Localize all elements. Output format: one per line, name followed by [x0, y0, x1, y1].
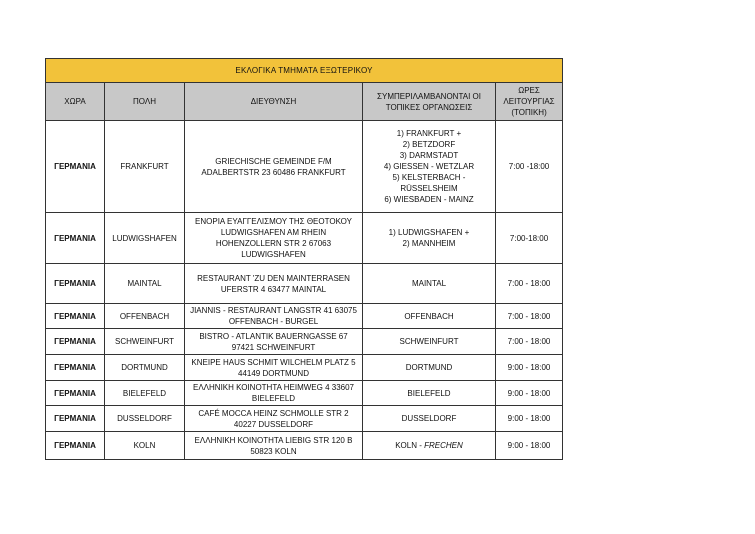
country-cell: ΓΕΡΜΑΝΙΑ [46, 381, 105, 406]
address-cell [185, 213, 363, 264]
country-cell: ΓΕΡΜΑΝΙΑ [46, 406, 105, 432]
orgs-cell: DORTMUND [363, 355, 496, 381]
org-line: 4) GIESSEN - WETZLAR [383, 162, 475, 171]
hours-cell: 7:00 - 18:00 [496, 329, 563, 355]
country-cell: ΓΕΡΜΑΝΙΑ [46, 329, 105, 355]
org-text-italic: FRECHEN [424, 441, 463, 450]
col-header-country: ΧΩΡΑ [46, 83, 105, 121]
address-cell [185, 329, 363, 355]
address-line: HOHENZOLLERN STR 2 67063 [215, 239, 332, 248]
table-row [46, 432, 563, 460]
orgs-cell [363, 213, 496, 264]
address-line: ADALBERTSTR 23 60486 FRANKFURT [201, 167, 346, 177]
city-cell: DORTMUND [105, 355, 185, 381]
address-line: RESTAURANT 'ZU DEN MAINTERRASEN [197, 273, 350, 283]
org-line: 1) FRANKFURT + [396, 129, 462, 138]
address-line: OFFENBACH - BURGEL [228, 317, 319, 326]
city-cell: BIELEFELD [105, 381, 185, 406]
org-line: 2) BETZDORF [402, 140, 456, 149]
orgs-cell [363, 432, 496, 460]
hours-cell: 7:00 - 18:00 [496, 304, 563, 329]
city-cell: MAINTAL [105, 264, 185, 304]
hours-cell: 7:00 - 18:00 [496, 264, 563, 304]
address-line: 40227 DUSSELDORF [233, 419, 314, 429]
address-cell [185, 121, 363, 213]
address-line: ΕΛΛΗΝΙΚΗ ΚΟΙΝΟΤΗΤΑ LIEBIG STR 120 B [194, 435, 353, 445]
col-header-address: ΔΙΕΥΘΥΝΣΗ [185, 83, 363, 121]
header-row [46, 83, 563, 121]
org-line: RÜSSELSHEIM [400, 184, 458, 193]
address-cell [185, 304, 363, 329]
table-title: ΕΚΛΟΓΙΚΑ ΤΜΗΜΑΤΑ ΕΞΩΤΕΡΙΚΟΥ [46, 59, 563, 83]
hours-cell: 9:00 - 18:00 [496, 355, 563, 381]
address-cell [185, 432, 363, 460]
city-cell: OFFENBACH [105, 304, 185, 329]
org-text: KOLN - [395, 441, 425, 450]
country-cell: ΓΕΡΜΑΝΙΑ [46, 213, 105, 264]
country-cell: ΓΕΡΜΑΝΙΑ [46, 432, 105, 460]
address-line: BISTRO - ATLANTIK BAUERNGASSE 67 [199, 331, 348, 341]
table-row [46, 304, 563, 329]
table-row [46, 355, 563, 381]
address-cell [185, 264, 363, 304]
address-cell [185, 355, 363, 381]
address-line: CAFÉ MOCCA HEINZ SCHMOLLE STR 2 [198, 408, 349, 418]
org-line: 1) LUDWIGSHAFEN + [388, 228, 470, 237]
col-header-city: ΠΟΛΗ [105, 83, 185, 121]
address-line: 44149 DORTMUND [238, 368, 309, 378]
org-line: 5) KELSTERBACH - [392, 173, 466, 182]
col-header-orgs: ΣΥΜΠΕΡΙΛΑΜΒΑΝΟΝΤΑΙ ΟΙ ΤΟΠΙΚΕΣ ΟΡΓΑΝΩΣΕΙΣ [363, 83, 496, 121]
table-row [46, 329, 563, 355]
org-line: 6) WIESBADEN - MAINZ [384, 195, 474, 204]
title-row [46, 59, 563, 83]
address-line: ΕΛΛΗΝΙΚΗ ΚΟΙΝΟΤΗΤΑ HEIMWEG 4 33607 [193, 383, 354, 392]
address-line: UFERSTR 4 63477 MAINTAL [220, 284, 327, 294]
address-line: 97421 SCHWEINFURT [231, 342, 316, 352]
address-line: LUDWIGSHAFEN AM RHEIN [220, 228, 327, 237]
city-cell: LUDWIGSHAFEN [105, 213, 185, 264]
hours-cell: 7:00-18:00 [496, 213, 563, 264]
orgs-cell: SCHWEINFURT [363, 329, 496, 355]
table-row [46, 264, 563, 304]
orgs-cell: DUSSELDORF [363, 406, 496, 432]
address-cell [185, 406, 363, 432]
org-line: 2) MANNHEIM [402, 239, 456, 248]
hours-cell: 9:00 - 18:00 [496, 381, 563, 406]
polling-stations-table [45, 58, 563, 460]
address-line: BIELEFELD [251, 394, 296, 403]
orgs-cell: BIELEFELD [363, 381, 496, 406]
address-line: JIANNIS - RESTAURANT LANGSTR 41 63075 [190, 306, 357, 315]
city-cell: SCHWEINFURT [105, 329, 185, 355]
hours-cell: 7:00 -18:00 [496, 121, 563, 213]
table-row [46, 381, 563, 406]
table-row [46, 121, 563, 213]
address-line: ΕΝΟΡΙΑ ΕΥΑΓΓΕΛΙΣΜΟΥ ΤΗΣ ΘΕΟΤΟΚΟΥ [195, 217, 352, 226]
orgs-cell: OFFENBACH [363, 304, 496, 329]
address-line: KNEIPE HAUS SCHMIT WILCHELM PLATZ 5 [191, 357, 356, 367]
hours-cell: 9:00 - 18:00 [496, 406, 563, 432]
address-line: GRIECHISCHE GEMEINDE F/M [215, 156, 332, 166]
col-header-hours: ΩΡΕΣ ΛΕΙΤΟΥΡΓΙΑΣ (ΤΟΠΙΚΗ) [496, 83, 563, 121]
city-cell: FRANKFURT [105, 121, 185, 213]
table-row [46, 213, 563, 264]
orgs-cell [363, 121, 496, 213]
org-line: 3) DARMSTADT [399, 151, 459, 160]
address-line: 50823 KOLN [250, 446, 297, 456]
city-cell: KOLN [105, 432, 185, 460]
country-cell: ΓΕΡΜΑΝΙΑ [46, 264, 105, 304]
address-cell [185, 381, 363, 406]
city-cell: DUSSELDORF [105, 406, 185, 432]
country-cell: ΓΕΡΜΑΝΙΑ [46, 121, 105, 213]
orgs-cell: MAINTAL [363, 264, 496, 304]
country-cell: ΓΕΡΜΑΝΙΑ [46, 304, 105, 329]
table-row [46, 406, 563, 432]
address-line: LUDWIGSHAFEN [241, 250, 306, 259]
hours-cell: 9:00 - 18:00 [496, 432, 563, 460]
country-cell: ΓΕΡΜΑΝΙΑ [46, 355, 105, 381]
